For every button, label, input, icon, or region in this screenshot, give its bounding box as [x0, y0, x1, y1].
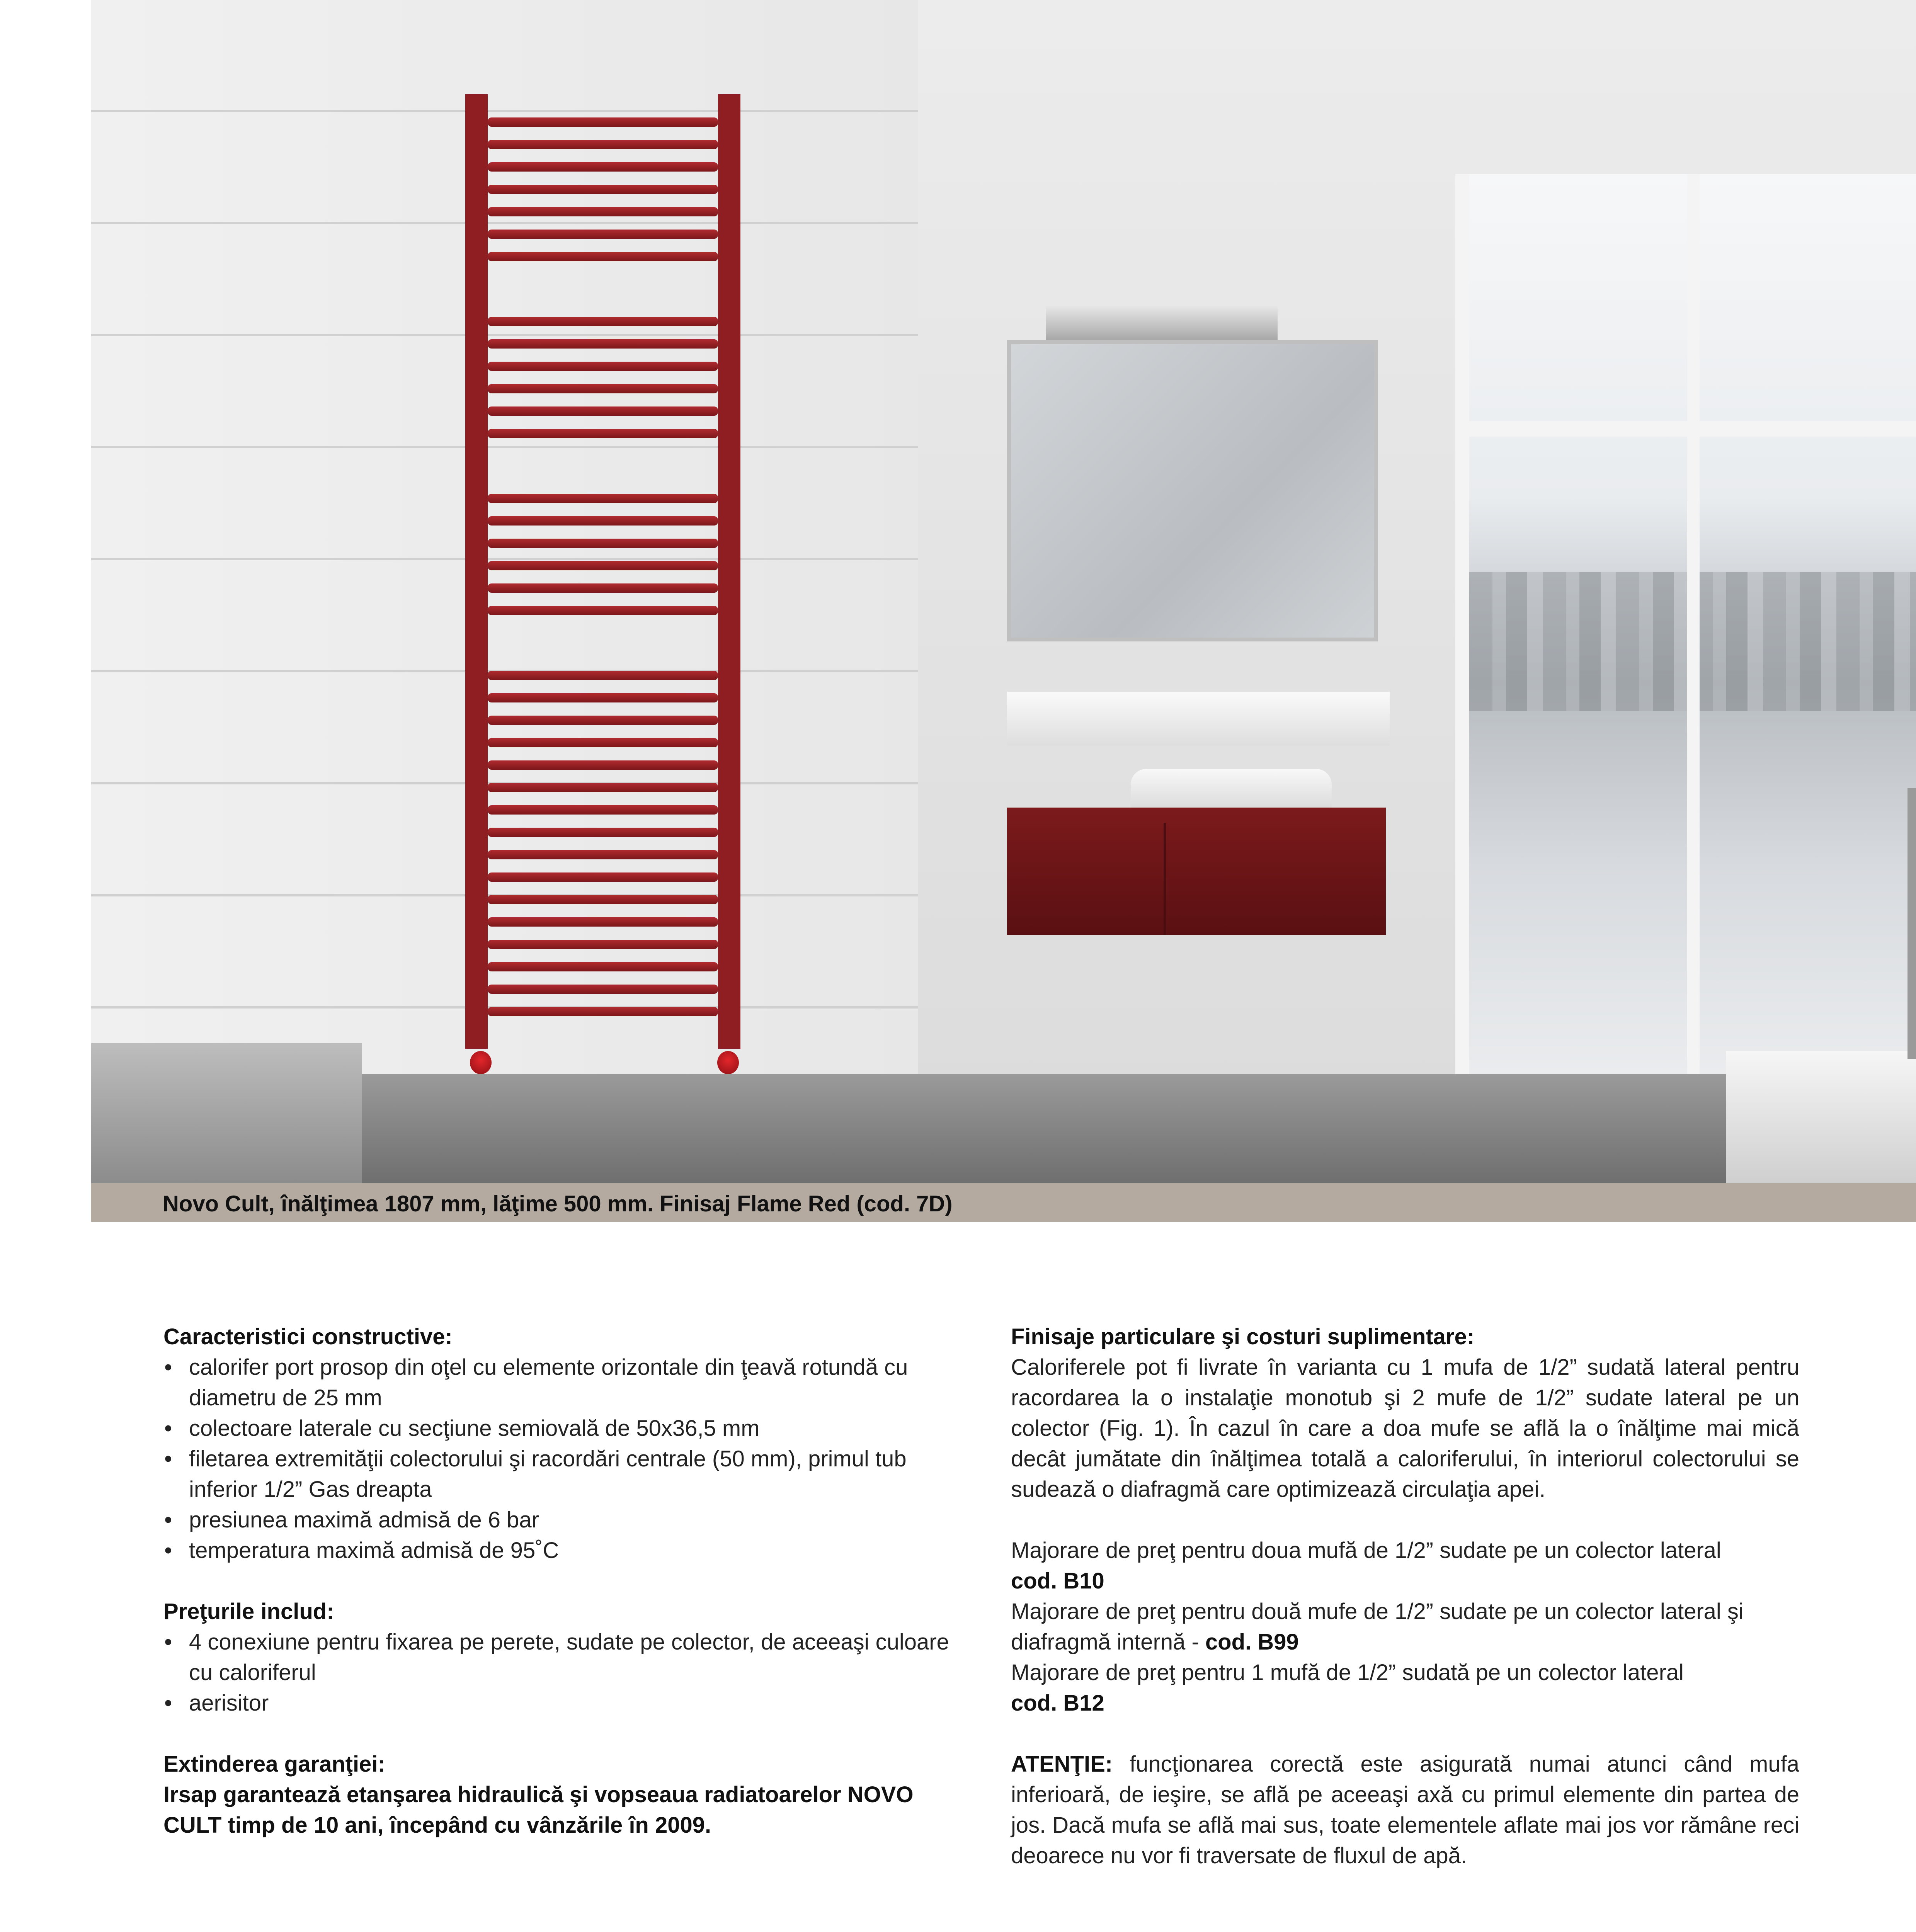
warranty-heading: Extinderea garanţiei:	[163, 1752, 385, 1777]
list-item: • temperatura maximă admisă de 95˚C	[163, 1535, 960, 1566]
mirror	[1007, 340, 1378, 641]
radiator-bar	[488, 230, 718, 239]
radiator-bar	[488, 1007, 718, 1016]
floor-step	[91, 1043, 362, 1183]
right-column	[1011, 1321, 1799, 1871]
towels	[1131, 769, 1332, 811]
radiator-bar	[488, 162, 718, 172]
radiator-bar	[488, 760, 718, 770]
radiator	[465, 94, 740, 1049]
photo-caption: Novo Cult, înălţimea 1807 mm, lăţime 500 mm. Finisaj Flame Red (cod. 7D)	[163, 1191, 953, 1216]
finish-heading: Finisaje particulare şi costuri suplimentare:	[1011, 1324, 1475, 1349]
warranty-text: Irsap garantează etanşarea hidraulică şi vopseaua radiatoarelor NOVO CULT timp de 10 ani, începând cu vânzările în 2009.	[163, 1782, 914, 1838]
list-item: • presiunea maximă admisă de 6 bar	[163, 1505, 960, 1535]
radiator-bar	[488, 850, 718, 859]
attention-label: ATENŢIE:	[1011, 1752, 1113, 1777]
radiator-bar	[488, 872, 718, 882]
valve-left	[470, 1051, 492, 1074]
radiator-bar	[488, 494, 718, 503]
radiator-bar	[488, 606, 718, 615]
radiator-bars	[488, 117, 718, 1022]
price-heading: Preţurile includ:	[163, 1599, 334, 1624]
floor	[91, 1074, 1916, 1183]
radiator-bar	[488, 917, 718, 927]
specs-list	[163, 1352, 960, 1566]
radiator-bar	[488, 539, 718, 548]
sink	[1007, 692, 1390, 746]
list-item: • filetarea extremităţii colectorului şi racordări centrale (50 mm), primul tub inferior 1/2” Gas dreapta	[163, 1444, 960, 1505]
radiator-bar	[488, 671, 718, 680]
radiator-bar	[488, 207, 718, 216]
window-mullion	[1687, 174, 1700, 1097]
price-list	[163, 1627, 960, 1718]
radiator-bar	[488, 317, 718, 326]
tub-faucet	[1907, 788, 1916, 1059]
option3-text: Majorare de preţ pentru 1 mufă de 1/2” sudată pe un colector lateral	[1011, 1660, 1684, 1685]
radiator-bar	[488, 716, 718, 725]
radiator-bar	[488, 362, 718, 371]
attention-text: funcţionarea corectă este asigurată numai atunci când mufa inferioară, de ieşire, se află pe aceeaşi axă cu primul elemente din partea de jos. Dacă mufa se află mai sus, toate elementele aflate mai jos vor rămâne reci deoarece nu vor fi traversate de fluxul de apă.	[1011, 1752, 1799, 1868]
option2-code: cod. B99	[1205, 1629, 1299, 1655]
radiator-bar	[488, 783, 718, 792]
option2	[1011, 1596, 1799, 1657]
radiator-bar	[488, 828, 718, 837]
radiator-bar	[488, 252, 718, 261]
radiator-bar	[488, 185, 718, 194]
attention-note	[1011, 1749, 1799, 1871]
radiator-bar	[488, 384, 718, 393]
list-item: • colectoare laterale cu secţiune semiovală de 50x36,5 mm	[163, 1413, 960, 1444]
left-column	[163, 1321, 960, 1840]
option3-code: cod. B12	[1011, 1690, 1104, 1716]
caption-band	[91, 1183, 1916, 1222]
red-cabinet	[1007, 808, 1386, 935]
radiator-bar	[488, 962, 718, 971]
radiator-bar	[488, 738, 718, 747]
specs-heading: Caracteristici constructive:	[163, 1324, 453, 1349]
list-item: • calorifer port prosop din oţel cu elemente orizontale din ţeavă rotundă cu diametru de 25 mm	[163, 1352, 960, 1413]
list-item: • 4 conexiune pentru fixarea pe perete, sudate pe colector, de aceeaşi culoare cu caloriferul	[163, 1627, 960, 1688]
radiator-bar	[488, 429, 718, 438]
option2-text: Majorare de preţ pentru două mufe de 1/2” sudate pe un colector lateral şi diafragmă internă -	[1011, 1599, 1744, 1655]
radiator-bar	[488, 805, 718, 815]
bathtub	[1726, 1051, 1916, 1183]
radiator-bar	[488, 895, 718, 904]
radiator-bar	[488, 406, 718, 416]
finish-text: Caloriferele pot fi livrate în varianta cu 1 mufa de 1/2” sudată lateral pentru racordarea la o instalaţie monotub şi 2 mufe de 1/2” sudate lateral pe un colector (Fig. 1). În cazul în care a doa mufe se află la o înălţime mai mică decât jumătate din înălţimea totală a caloriferului, în interiorul colectorului se sudează o diafragmă care optimizează circulaţia apei.	[1011, 1355, 1799, 1502]
radiator-bar	[488, 985, 718, 994]
radiator-bar	[488, 117, 718, 127]
radiator-bar	[488, 693, 718, 702]
hero-photo	[91, 0, 1916, 1183]
radiator-bar	[488, 339, 718, 349]
radiator-bar	[488, 583, 718, 593]
cabinet-divider	[1164, 823, 1166, 935]
valve-right	[717, 1051, 739, 1074]
radiator-bar	[488, 561, 718, 570]
radiator-bar	[488, 140, 718, 149]
option1-text: Majorare de preţ pentru doua mufă de 1/2” sudate pe un colector lateral	[1011, 1538, 1721, 1563]
radiator-bar	[488, 516, 718, 526]
lamp	[1046, 305, 1278, 340]
window-frame	[1455, 421, 1916, 437]
option1-code: cod. B10	[1011, 1568, 1104, 1594]
radiator-bar	[488, 940, 718, 949]
list-item: • aerisitor	[163, 1688, 960, 1718]
